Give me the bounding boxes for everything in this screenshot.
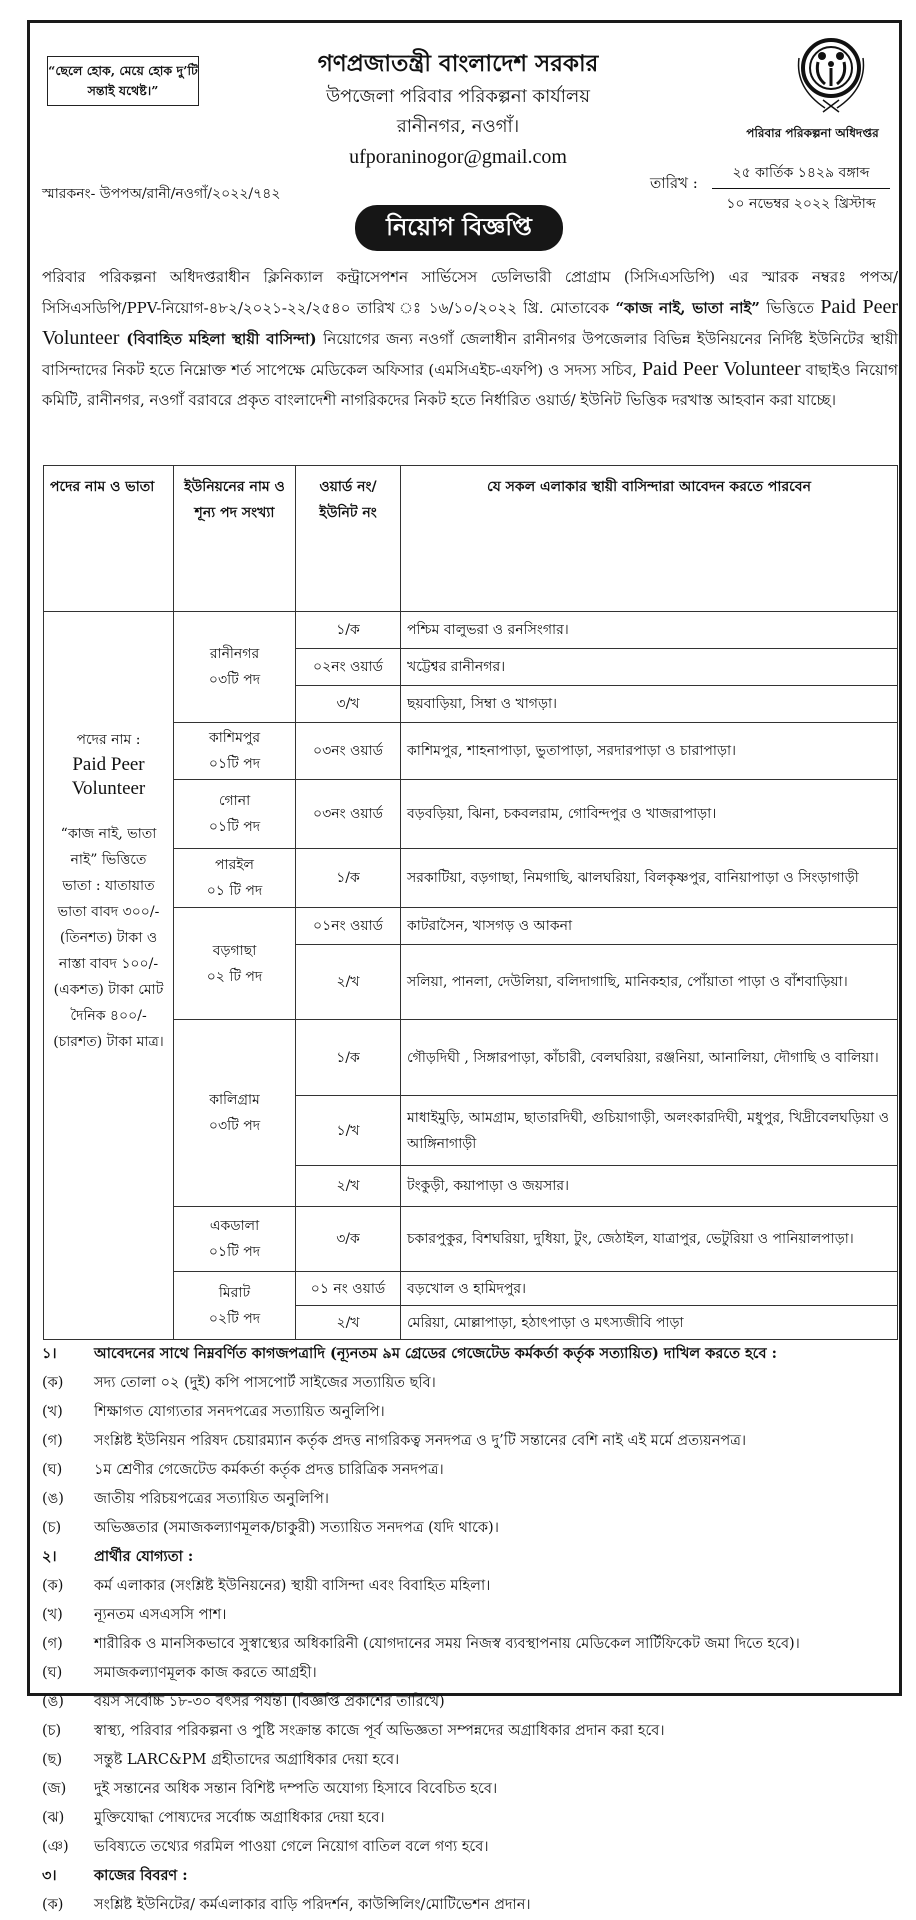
post-cell <box>44 612 174 1340</box>
item-text: অভিজ্ঞতার (সমাজকল্যাণমূলক/চাকুরী) সত্যায়িত সনদপত্র (যদি থাকে)। <box>94 1519 499 1536</box>
item-marker: (গ) <box>42 1635 63 1652</box>
vacancy-table <box>43 465 898 1340</box>
union-posts: ০১ টি পদ <box>206 883 263 899</box>
section-heading <box>42 1862 902 1891</box>
office-email: ufporaninogor@gmail.com <box>349 146 567 168</box>
intro-text: পরিবার পরিকল্পনা অধিদপ্তরাধীন ক্লিনিক্যাল কন্ট্রাসেপশন সার্ভিসেস ডেলিভারী প্রোগ্রাম (সিসিএসডিপি) এর স্মারক নম্বরঃ পপঅ/সিসিএসডিপি/PPV-নিয়োগ-৪৮২/২০২১-২২/২৫৪০ তারিখ ঃ ১৬/১০/২০২২ খ্রি. মোতাবেক <box>42 268 898 317</box>
list-item <box>42 1514 902 1543</box>
ward-cell: ০১ নং ওয়ার্ড <box>296 1272 401 1306</box>
office-name: উপজেলা পরিবার পরিকল্পনা কার্যালয় <box>326 86 590 107</box>
union-name: গোনা <box>218 793 251 809</box>
union-name: কাশিমপুর <box>208 730 261 746</box>
section-number: ২। <box>42 1547 57 1565</box>
col-header: যে সকল এলাকার স্থায়ী বাসিন্দারা আবেদন করতে পারবেন <box>401 466 898 612</box>
family-planning-logo-icon <box>785 28 877 116</box>
areas-cell: পশ্চিম বালুভরা ও রনসিংগার। <box>401 612 898 649</box>
item-text: ন্যূনতম এসএসসি পাশ। <box>94 1606 227 1623</box>
intro-text: নিয়োগের জন্য নওগাঁ জেলাধীন রানীনগর উপজেলার বিভিন্ন ইউনিয়নের নির্দিষ্ট ইউনিটের স্থায়ী বাসিন্দাদের নিকট হতে নিম্নোক্ত শর্ত সাপেক্ষে মেডিকেল অফিসার (এমসিএইচ-এফপি) ও সদস্য সচিব, <box>42 330 898 379</box>
list-item <box>42 1717 902 1746</box>
item-text: শিক্ষাগত যোগ্যতার সনদপত্রের সত্যায়িত অনুলিপি। <box>94 1403 385 1420</box>
section-number: ৩। <box>42 1866 57 1884</box>
government-name: গণপ্রজাতন্ত্রী বাংলাদেশ সরকার <box>317 50 599 77</box>
union-posts: ০৩টি পদ <box>208 672 261 688</box>
item-text: বয়স সর্বোচ্চ ১৮-৩০ বৎসর পর্যন্ত। (বিজ্ঞপ্তি প্রকাশের তারিখে) <box>94 1693 445 1710</box>
col-header: ওয়ার্ড নং/ ইউনিট নং <box>296 466 401 612</box>
intro-paragraph <box>42 262 898 415</box>
union-name: পারইল <box>215 857 254 873</box>
union-cell <box>174 1020 296 1207</box>
intro-text: ভিত্তিতে <box>759 299 821 317</box>
union-posts: ০১টি পদ <box>208 756 261 772</box>
areas-cell: কাশিমপুর, শাহনাপাড়া, ভুতাপাড়া, সরদারপাড়া ও চারাপাড়া। <box>401 723 898 780</box>
item-marker: (খ) <box>42 1606 63 1623</box>
areas-cell: সরকাটিয়া, বড়গাছা, নিমগাছি, ঝালঘরিয়া, বিলকৃষ্ণপুর, বানিয়াপাড়া ও সিংড়াগাড়ী <box>401 849 898 908</box>
item-text: সংশ্লিষ্ট ইউনিটের/ কর্মএলাকার বাড়ি পরিদর্শন, কাউন্সিলিং/মোটিভেশন প্রদান। <box>94 1896 531 1913</box>
item-text: সন্তুষ্ট LARC&PM গ্রহীতাদের অগ্রাধিকার দেয়া হবে। <box>94 1751 400 1768</box>
areas-cell: টংকুড়ী, কয়াপাড়া ও জয়সার। <box>401 1166 898 1207</box>
areas-cell: গৌড়দিঘী , সিঙ্গারপাড়া, কাঁচারী, বেলঘরিয়া, রঞ্জনিয়া, আনালিয়া, দৌগাছি ও বালিয়া। <box>401 1020 898 1096</box>
item-marker: (ছ) <box>42 1751 63 1768</box>
item-marker: (ঘ) <box>42 1664 63 1681</box>
item-marker: (ক) <box>42 1896 64 1913</box>
section-heading <box>42 1543 902 1572</box>
post-label: পদের নাম : <box>76 732 141 748</box>
item-marker: (গ) <box>42 1432 63 1449</box>
areas-cell: কাটরাসৈন, খাসগড় ও আকনা <box>401 908 898 945</box>
union-posts: ০১টি পদ <box>208 819 261 835</box>
list-item <box>42 1688 902 1717</box>
item-marker: (ঙ) <box>42 1693 64 1710</box>
date-label: তারিখ : <box>650 174 698 192</box>
logo-caption: পরিবার পরিকল্পনা অধিদপ্তর <box>746 126 879 140</box>
union-posts: ০৩টি পদ <box>208 1118 261 1134</box>
item-text: দুই সন্তানের অধিক সন্তান বিশিষ্ট দম্পতি অযোগ্য হিসাবে বিবেচিত হবে। <box>94 1780 498 1797</box>
union-cell <box>174 1272 296 1340</box>
ward-cell: ০৩নং ওয়ার্ড <box>296 780 401 849</box>
item-marker: (ঙ) <box>42 1490 64 1507</box>
list-item <box>42 1369 902 1398</box>
post-basis: “কাজ নাই, ভাতা নাই” ভিত্তিতে <box>60 826 157 868</box>
list-item <box>42 1601 902 1630</box>
item-marker: (খ) <box>42 1403 63 1420</box>
intro-text: বাছাইও নিয়োগ কমিটি, রানীনগর, নওগাঁ বরাবরে প্রকৃত বাংলাদেশী নাগরিকদের নিকট হতে নির্ধারিত ওয়ার্ড/ ইউনিট ভিত্তিক দরখাস্ত আহবান করা যাচ্ছে। <box>42 361 898 409</box>
areas-cell: মেরিয়া, মোল্লাপাড়া, হঠাৎপাড়া ও মৎস্যজীবি পাড়া <box>401 1306 898 1340</box>
areas-cell: সলিয়া, পানলা, দেউলিয়া, বলিদাগাছি, মানিকহার, পোঁয়াতা পাড়া ও বাঁশবাড়িয়া। <box>401 945 898 1020</box>
post-allowance: ভাতা : যাতায়াত ভাতা বাবদ ৩০০/-(তিনশত) টাকা ও নাস্তা বাবদ ১০০/-(একশত) টাকা মোট দৈনিক ৪০০/-(চারশত) টাকা মাত্র। <box>53 878 164 1050</box>
item-marker: (ঝ) <box>42 1809 65 1826</box>
ward-cell: ২/খ <box>296 1306 401 1340</box>
union-name: বড়গাছা <box>212 942 257 959</box>
union-posts: ০২ টি পদ <box>206 968 263 985</box>
areas-cell: খট্টেশ্বর রানীনগর। <box>401 649 898 686</box>
union-posts: ০২টি পদ <box>208 1310 261 1327</box>
item-text: শারীরিক ও মানসিকভাবে সুস্বাস্থ্যের অধিকারিনী (যোগদানের সময় নিজস্ব ব্যবস্থাপনায় মেডিকেল সার্টিফিকেট জমা দিতে হবে)। <box>94 1635 800 1652</box>
item-marker: (ঘ) <box>42 1461 63 1478</box>
item-marker: (চ) <box>42 1722 62 1739</box>
union-name: মিরাট <box>218 1284 251 1301</box>
item-text: সংশ্লিষ্ট ইউনিয়ন পরিষদ চেয়ারম্যান কর্তৃক প্রদত্ত নাগরিকত্ব সনদপত্র ও দু’টি সন্তানের বেশি নাই এই মর্মে প্রত্যয়নপত্র। <box>94 1432 747 1449</box>
list-item <box>42 1833 902 1862</box>
item-text: সমাজকল্যাণমূলক কাজ করতে আগ্রহী। <box>94 1664 317 1681</box>
item-text: জাতীয় পরিচয়পত্রের সত্যায়িত অনুলিপি। <box>94 1490 329 1507</box>
areas-cell: মাধাইমুড়ি, আমগ্রাম, ছাতারদিঘী, গুচিয়াগাড়ী, অলংকারদিঘী, মধুপুর, খিদ্রীবেলঘড়িয়া ও আঙ্গিনাগাড়ী <box>401 1096 898 1166</box>
item-text: ভবিষ্যতে তথ্যের গরমিল পাওয়া গেলে নিয়োগ বাতিল বলে গণ্য হবে। <box>94 1838 489 1855</box>
ward-cell: ১/ক <box>296 1020 401 1096</box>
list-item <box>42 1485 902 1514</box>
col-header: ইউনিয়নের নাম ও শূন্য পদ সংখ্যা <box>174 466 296 612</box>
section-number: ১। <box>42 1344 57 1362</box>
item-marker: (ক) <box>42 1577 64 1594</box>
ward-cell: ৩/ক <box>296 1207 401 1272</box>
ward-cell: ৩/খ <box>296 686 401 723</box>
list-item <box>42 1398 902 1427</box>
notice-title: নিয়োগ বিজ্ঞপ্তি <box>355 205 563 251</box>
union-name: রানীনগর <box>209 646 260 662</box>
table-row <box>44 612 898 649</box>
list-item <box>42 1775 902 1804</box>
date-english: ১০ নভেম্বর ২০২২ খ্রিস্টাব্দ <box>726 196 876 212</box>
list-item <box>42 1572 902 1601</box>
union-name: একডালা <box>209 1218 260 1234</box>
section-title: প্রার্থীর যোগ্যতা : <box>94 1547 194 1565</box>
post-name: Paid Peer Volunteer <box>641 358 801 380</box>
post-name: Paid Peer Volunteer <box>42 296 898 349</box>
item-marker: (ঞ) <box>42 1838 69 1855</box>
areas-cell: বড়বড়িয়া, ঝিনা, চকবলরাম, গোবিন্দপুর ও খাজরাপাড়া। <box>401 780 898 849</box>
intro-bold: (বিবাহিত মহিলা স্থায়ী বাসিন্দা) <box>119 330 317 348</box>
office-location: রানীনগর, নওগাঁ। <box>396 116 520 137</box>
list-item <box>42 1659 902 1688</box>
ward-cell: ০২নং ওয়ার্ড <box>296 649 401 686</box>
post-name: Paid Peer Volunteer <box>71 754 146 799</box>
list-item <box>42 1427 902 1456</box>
list-item <box>42 1891 902 1920</box>
list-item <box>42 1804 902 1833</box>
item-text: স্বাস্থ্য, পরিবার পরিকল্পনা ও পুষ্টি সংক্রান্ত কাজে পূর্ব অভিজ্ঞতা সম্পন্নদের অগ্রাধিকার প্রদান করা হবে। <box>94 1722 665 1739</box>
intro-bold: “কাজ নাই, ভাতা নাই” <box>615 299 760 317</box>
ward-cell: ১/ক <box>296 849 401 908</box>
item-marker: (ক) <box>42 1374 64 1391</box>
ward-cell: ০১নং ওয়ার্ড <box>296 908 401 945</box>
union-name: কালিগ্রাম <box>209 1092 260 1108</box>
item-text: সদ্য তোলা ০২ (দুই) কপি পাসপোর্ট সাইজের সত্যায়িত ছবি। <box>94 1374 436 1391</box>
item-text: মুক্তিযোদ্ধা পোষ্যদের সর্বোচ্চ অগ্রাধিকার দেয়া হবে। <box>94 1809 385 1826</box>
requirements-list <box>42 1340 902 1920</box>
item-marker: (জ) <box>42 1780 67 1797</box>
date-block <box>712 161 890 216</box>
list-item <box>42 1746 902 1775</box>
memo-number: স্মারকনং- উপপঅ/রানী/নওগাঁ/২০২২/৭৪২ <box>42 186 281 202</box>
list-item <box>42 1456 902 1485</box>
areas-cell: চকারপুকুর, বিশঘরিয়া, দুধিয়া, টুং, জেঠাইল, যাত্রাপুর, ভেটুরিয়া ও পানিয়ালপাড়া। <box>401 1207 898 1272</box>
slogan-box: “ছেলে হোক, মেয়ে হোক দু’টি সন্তাই যথেষ্ট।” <box>47 56 199 106</box>
col-header: পদের নাম ও ভাতা <box>44 466 174 612</box>
areas-cell: বড়খোল ও হামিদপুর। <box>401 1272 898 1306</box>
section-title: কাজের বিবরণ : <box>94 1866 188 1884</box>
item-text: কর্ম এলাকার (সংশ্লিষ্ট ইউনিয়নের) স্থায়ী বাসিন্দা এবং বিবাহিত মহিলা। <box>94 1577 491 1594</box>
union-cell <box>174 780 296 849</box>
item-text: ১ম শ্রেণীর গেজেটেড কর্মকর্তা কর্তৃক প্রদত্ত চারিত্রিক সনদপত্র। <box>94 1461 444 1478</box>
ward-cell: ১/ক <box>296 612 401 649</box>
ward-cell: ২/খ <box>296 945 401 1020</box>
ward-cell: ০৩নং ওয়ার্ড <box>296 723 401 780</box>
union-cell <box>174 1207 296 1272</box>
union-cell <box>174 723 296 780</box>
ward-cell: ১/খ <box>296 1096 401 1166</box>
areas-cell: ছয়বাড়িয়া, সিম্বা ও খাগড়া। <box>401 686 898 723</box>
section-title: আবেদনের সাথে নিম্নবর্ণিত কাগজপত্রাদি (ন্যূনতম ৯ম গ্রেডের গেজেটেড কর্মকর্তা কর্তৃক সত্যায়িত) দাখিল করতে হবে : <box>94 1344 777 1362</box>
union-cell <box>174 908 296 1020</box>
item-marker: (চ) <box>42 1519 62 1536</box>
union-posts: ০১টি পদ <box>208 1244 261 1260</box>
union-cell <box>174 612 296 723</box>
date-bangla: ২৫ কার্তিক ১৪২৯ বঙ্গাব্দ <box>712 161 890 189</box>
ward-cell: ২/খ <box>296 1166 401 1207</box>
list-item <box>42 1630 902 1659</box>
section-heading <box>42 1340 902 1369</box>
union-cell <box>174 849 296 908</box>
